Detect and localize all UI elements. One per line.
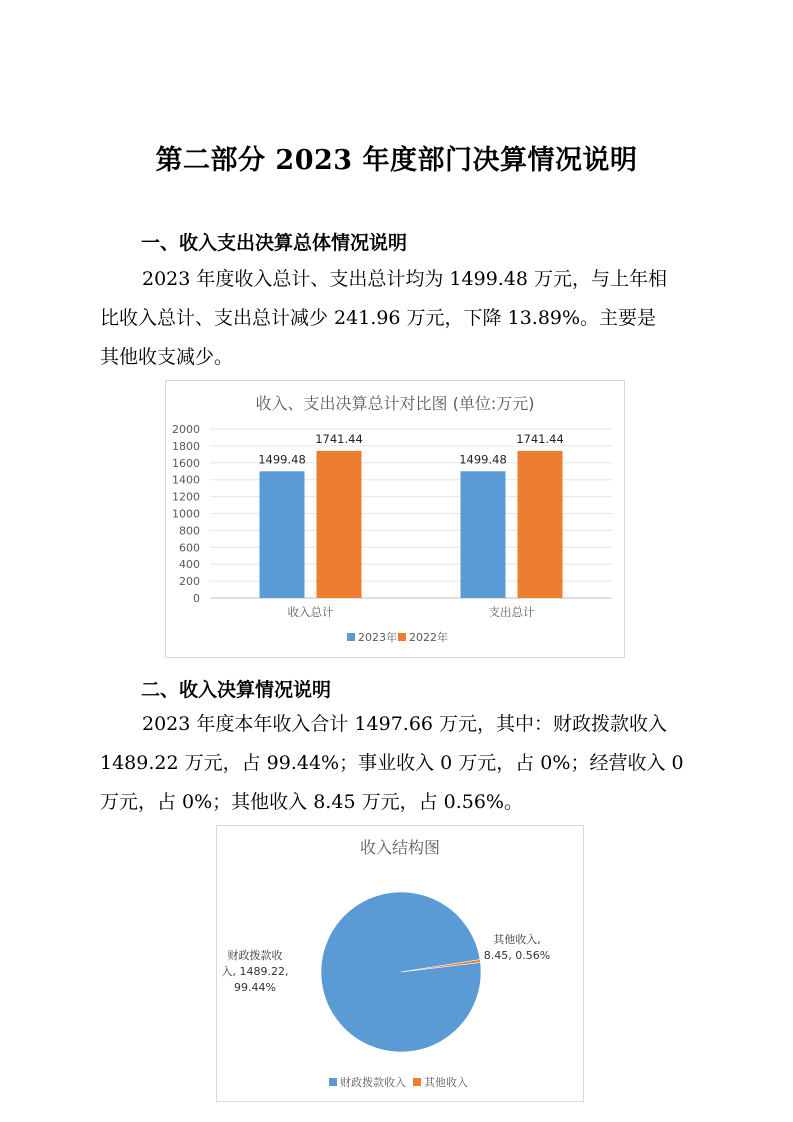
- y-tick-label: 0: [193, 592, 200, 605]
- chart-title: 收入、支出决算总计对比图 (单位:万元): [255, 394, 535, 413]
- bar-chart: [165, 380, 625, 658]
- bar-chart-svg: [166, 381, 624, 657]
- legend-swatch: [329, 1078, 337, 1086]
- paragraph-line: 1489.22 万元，占 99.44%；事业收入 0 万元，占 0%；经营收入 0: [100, 752, 684, 774]
- y-tick-label: 800: [179, 524, 200, 538]
- paragraph-line: 万元，占 0%；其他收入 8.45 万元，占 0.56%。: [100, 791, 523, 813]
- y-tick-label: 1600: [172, 456, 200, 470]
- paragraph-line: 比收入总计、支出总计减少 241.96 万元，下降 13.89%。主要是: [100, 307, 657, 329]
- y-tick-label: 200: [179, 575, 200, 589]
- paragraph-line: 2023 年度本年收入合计 1497.66 万元，其中：财政拨款收入: [142, 713, 668, 735]
- bar: [518, 451, 563, 598]
- legend-label: 其他收入: [424, 1076, 468, 1089]
- slice-label: 其他收入,: [493, 933, 541, 946]
- x-tick-label: 收入总计: [287, 605, 334, 619]
- section-paragraph: [100, 705, 700, 822]
- legend-label: 2023年: [358, 631, 397, 644]
- x-tick-label: 支出总计: [488, 605, 535, 619]
- data-label: 1499.48: [459, 452, 507, 467]
- y-tick-label: 400: [179, 558, 200, 572]
- slice-label: 99.44%: [234, 981, 276, 994]
- y-tick-label: 600: [179, 541, 200, 555]
- pie-chart-svg: [217, 826, 583, 1101]
- bar: [260, 471, 305, 598]
- y-tick-label: 1000: [172, 507, 200, 521]
- section-paragraph: [100, 260, 700, 377]
- slice-label: 8.45, 0.56%: [483, 949, 551, 962]
- section-heading: 二、收入决算情况说明: [141, 679, 332, 701]
- bar: [461, 471, 506, 598]
- legend-swatch: [398, 633, 406, 641]
- legend-swatch: [347, 633, 355, 641]
- y-tick-label: 1400: [172, 473, 200, 487]
- data-label: 1499.48: [258, 452, 306, 467]
- data-label: 1741.44: [516, 431, 564, 446]
- chart-title: 收入结构图: [359, 838, 441, 857]
- slice-label: 入, 1489.22,: [221, 965, 289, 978]
- paragraph-line: 其他收支减少。: [100, 346, 234, 368]
- y-tick-label: 1200: [172, 490, 200, 504]
- data-label: 1741.44: [315, 431, 363, 446]
- slice-label: 财政拨款收: [227, 949, 283, 962]
- legend-label: 财政拨款收入: [340, 1076, 406, 1089]
- y-tick-label: 2000: [172, 423, 200, 436]
- section-heading: 一、收入支出决算总体情况说明: [141, 232, 408, 254]
- legend-swatch: [413, 1078, 421, 1086]
- bar: [317, 451, 362, 598]
- paragraph-line: 2023 年度收入总计、支出总计均为 1499.48 万元，与上年相: [142, 268, 668, 290]
- pie-chart: [216, 825, 584, 1102]
- page-title: 第二部分 2023 年度部门决算情况说明: [155, 145, 638, 176]
- y-tick-label: 1800: [172, 439, 200, 453]
- legend-label: 2022年: [409, 631, 448, 644]
